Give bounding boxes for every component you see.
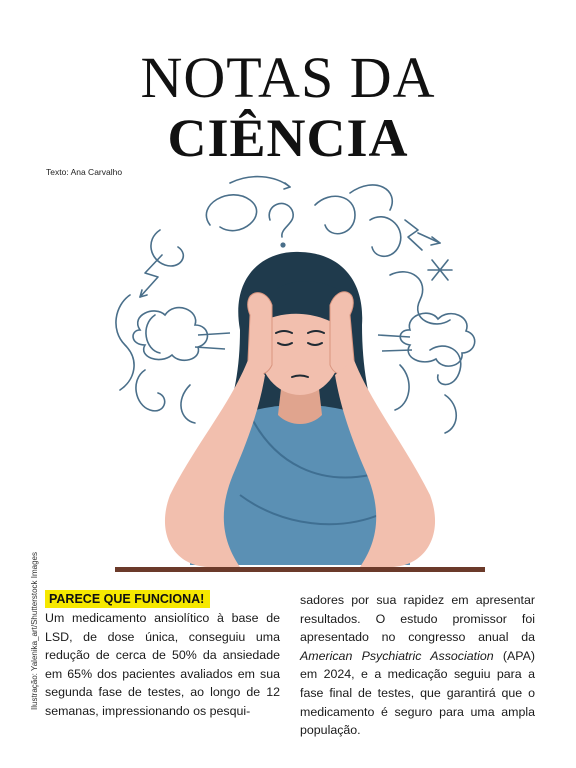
page-title-line1: NOTAS DA <box>140 45 436 110</box>
article-text-col2 <box>300 591 535 740</box>
left-hand <box>248 293 272 374</box>
section-badge: PARECE QUE FUNCIONA! <box>45 590 210 608</box>
article-text-col2-part1: sadores por sua rapidez em apresentar resultados. O estudo promissor foi apresentado no congresso anual da <box>300 593 535 645</box>
stressed-woman-illustration <box>100 165 500 580</box>
article-text-col2-italic: American Psychiatric Association <box>300 648 494 663</box>
article-text-col2-part2: (APA) em 2024, e a medicação seguiu para a fase final de testes, que garantirá que o medicamento é seguro para uma ampla população. <box>300 648 535 738</box>
right-hand <box>330 292 354 374</box>
article-column-2 <box>300 591 535 740</box>
table-edge <box>115 567 485 572</box>
illustration-credit: Ilustração: Yalenika_art/Shutterstock Images <box>30 551 39 710</box>
article-column-1 <box>45 590 280 721</box>
byline: Texto: Ana Carvalho <box>46 167 123 177</box>
article-text-col1: Um medicamento ansiolítico à base de LSD, de dose única, conseguiu uma redução de cerca de 50% da ansiedade em 65% dos pacientes avaliados em sua segunda fase de testes, ao longo de 12 semanas, impressionando os pesqui- <box>45 611 280 718</box>
page-title-line2: CIÊNCIA <box>167 108 409 168</box>
